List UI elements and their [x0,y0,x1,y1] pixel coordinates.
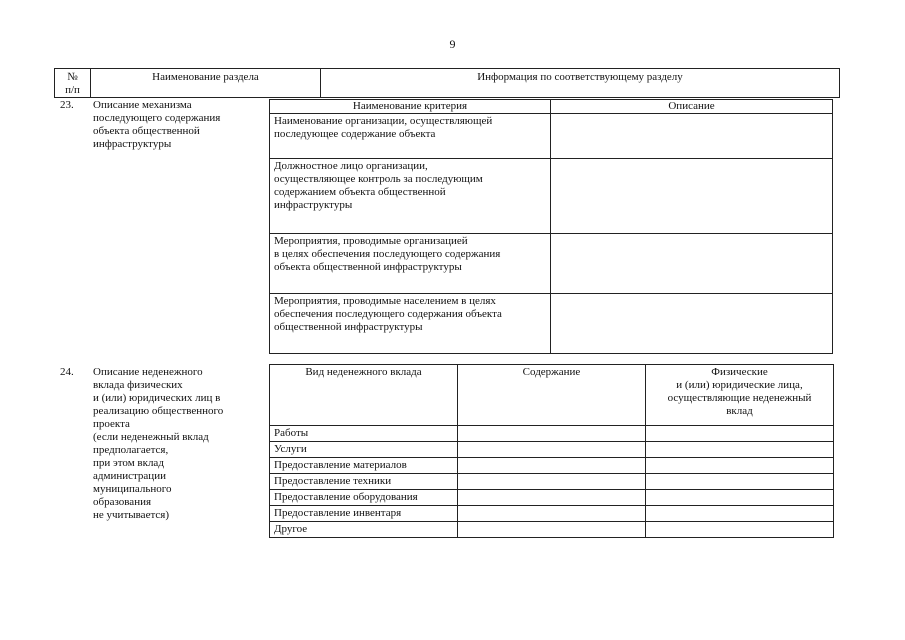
contribution-content-cell [458,506,646,522]
contribution-type-cell: Работы [270,426,458,442]
contribution-persons-cell [646,490,834,506]
table-row [270,474,834,490]
section-23-title: Описание механизма последующего содержания объекта общественной инфраструктуры [93,99,221,150]
table-row [270,234,833,294]
contribution-content-cell [458,474,646,490]
description-cell [551,114,833,159]
contribution-persons-cell [646,442,834,458]
criterion-cell: Должностное лицо организации, осуществляющее контроль за последующим содержанием объекта общественной инфраструктуры [270,159,551,234]
section-23-number: 23. [60,99,74,111]
contribution-type-cell: Другое [270,522,458,538]
description-cell [551,294,833,354]
table-row [270,114,833,159]
table-row [270,490,834,506]
table-row [270,442,834,458]
section-24-title: Описание неденежного вклада физических и (или) юридических лиц в реализацию общественного проекта (если неденежный вклад предполагается, при этом вклад администрации муниципального образования не учитывается) [93,366,224,521]
contribution-content-cell [458,426,646,442]
section-24-number: 24. [60,366,74,378]
criteria-column-header: Наименование критерия [270,100,551,114]
criterion-cell: Наименование организации, осуществляющей последующее содержание объекта [270,114,551,159]
criterion-cell: Мероприятия, проводимые организацией в целях обеспечения последующего содержания объекта общественной инфраструктуры [270,234,551,294]
description-cell [551,159,833,234]
contribution-content-cell [458,522,646,538]
description-column-header: Описание [551,100,833,114]
contribution-type-cell: Предоставление оборудования [270,490,458,506]
type-column-header: Вид неденежного вклада [270,365,458,426]
table-row [270,458,834,474]
header-name-cell: Наименование раздела [91,69,321,97]
contribution-persons-cell [646,522,834,538]
header-table [54,68,840,98]
contribution-persons-cell [646,474,834,490]
contribution-type-cell: Предоставление инвентаря [270,506,458,522]
contribution-content-cell [458,490,646,506]
table-row [270,159,833,234]
table-row [270,506,834,522]
contribution-content-cell [458,458,646,474]
contribution-table [269,364,834,538]
contribution-persons-cell [646,426,834,442]
criterion-cell: Мероприятия, проводимые населением в целях обеспечения последующего содержания объекта общественной инфраструктуры [270,294,551,354]
contribution-type-cell: Предоставление техники [270,474,458,490]
header-info-cell: Информация по соответствующему разделу [477,71,683,83]
contribution-persons-cell [646,506,834,522]
table-row [270,426,834,442]
contribution-type-cell: Услуги [270,442,458,458]
header-num-cell: № п/п [55,69,91,97]
table-row [270,294,833,354]
table-row [270,522,834,538]
page-number: 9 [449,37,456,51]
contribution-type-cell: Предоставление материалов [270,458,458,474]
content-column-header: Содержание [458,365,646,426]
description-cell [551,234,833,294]
criteria-table [269,99,833,354]
persons-column-header: Физические и (или) юридические лица, осуществляющие неденежный вклад [646,365,834,426]
contribution-content-cell [458,442,646,458]
contribution-persons-cell [646,458,834,474]
